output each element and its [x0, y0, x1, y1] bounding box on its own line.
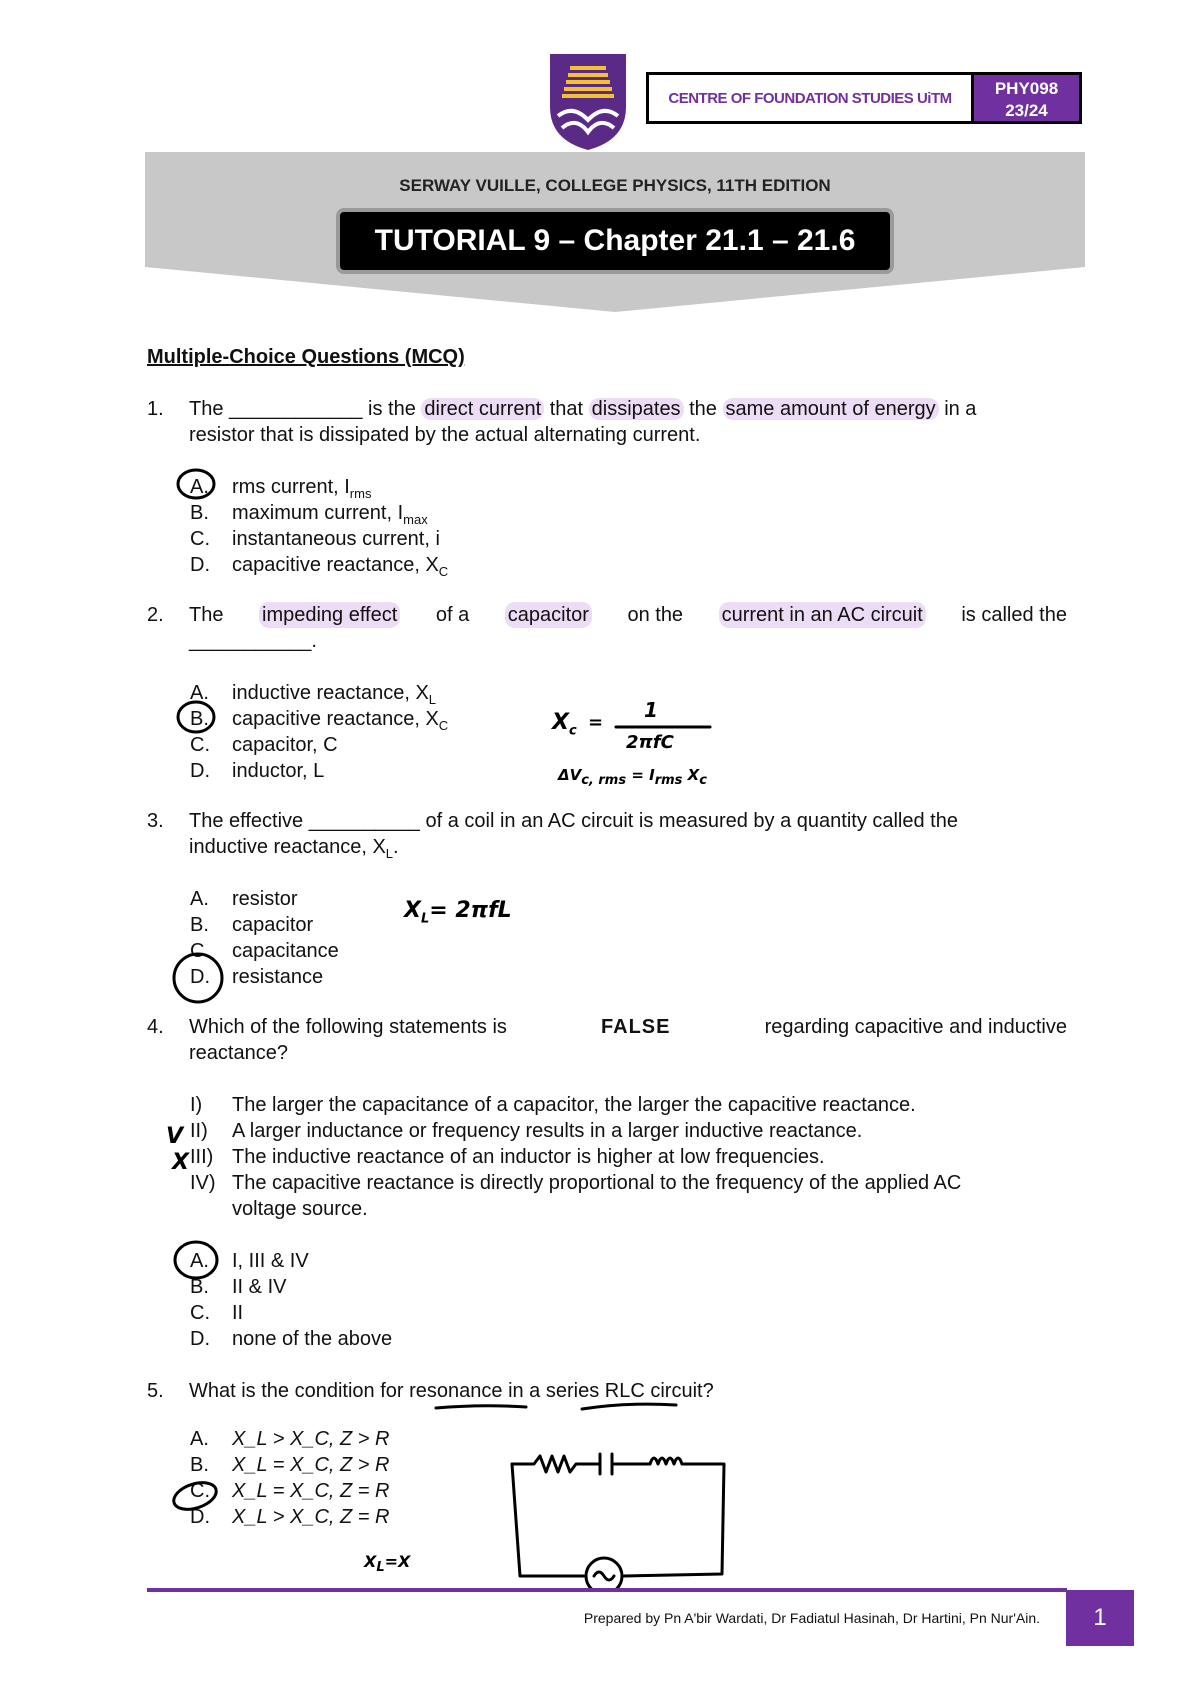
q4-line2: reactance?	[189, 1042, 288, 1064]
q1-line2: resistor that is dissipated by the actual alternating current.	[189, 424, 701, 446]
q2-text: The	[189, 604, 224, 626]
option-letter: A.	[190, 1250, 209, 1272]
option-text: inductor, L	[232, 760, 325, 782]
option-subscript: C	[438, 718, 449, 733]
answer-circle-q2	[174, 698, 218, 736]
option-letter: B.	[190, 708, 209, 730]
q4-statements	[190, 1092, 1070, 1222]
statement-text: The larger the capacitance of a capacitor, the larger the capacitive reactance.	[232, 1094, 916, 1116]
q3-line2	[189, 834, 399, 867]
option-letter: C.	[190, 1480, 210, 1502]
handwritten-resonance-note	[364, 1552, 410, 1575]
option-text: X_L = X_C, Z > R	[232, 1454, 390, 1476]
cross-mark: X	[172, 1150, 189, 1175]
statement-text: The capacitive reactance is directly proportional to the frequency of the applied AC	[232, 1172, 962, 1194]
hand-xl-eq-xc: =X	[384, 1552, 411, 1571]
option-letter: D.	[190, 554, 210, 576]
option-subscript: max	[403, 512, 428, 527]
q1-highlight-dissipates: dissipates	[589, 398, 684, 420]
option-text: none of the above	[232, 1328, 393, 1350]
option-letter: A.	[190, 476, 209, 498]
q2-line2: ___________.	[189, 630, 317, 652]
option-text: I, III & IV	[232, 1250, 309, 1272]
centre-name: CENTRE OF FOUNDATION STUDIES UiTM	[668, 89, 952, 107]
option-text: II & IV	[232, 1276, 287, 1298]
q1-number: 1.	[147, 398, 164, 420]
option-letter: A.	[190, 1428, 209, 1450]
q4-text: Which of the following statements is	[189, 1016, 507, 1038]
q3-line2-text: inductive reactance, X	[189, 836, 386, 858]
option-label: maximum current, I	[232, 502, 404, 524]
footer-rule	[147, 1588, 1067, 1592]
option-text	[232, 526, 440, 552]
q4-false-keyword: FALSE	[601, 1016, 671, 1038]
option-letter: D.	[190, 1506, 210, 1528]
q2-line1	[189, 602, 1067, 628]
page-number-box	[1066, 1590, 1134, 1646]
statement-text: A larger inductance or frequency results in a larger inductive reactance.	[232, 1120, 863, 1142]
hand-x: X	[687, 766, 700, 784]
option-label: rms current, I	[232, 476, 350, 498]
statement-roman: IV)	[190, 1172, 216, 1194]
option-letter: B.	[190, 1454, 209, 1476]
option-subscript: rms	[349, 486, 372, 501]
hand-xl: X	[364, 1552, 377, 1571]
option-text: X_L > X_C, Z > R	[232, 1428, 390, 1450]
hand-denominator: 2πfC	[626, 732, 674, 753]
option-subscript: C	[438, 564, 449, 579]
option-letter: B.	[190, 502, 209, 524]
q4-options	[190, 1248, 590, 1352]
option-letter: B.	[190, 1276, 209, 1298]
q2-highlight-current: current in an AC circuit	[719, 602, 926, 628]
hand-numerator: 1	[644, 698, 658, 722]
q3-options	[190, 886, 590, 990]
tutorial-title: TUTORIAL 9 – Chapter 21.1 – 21.6	[374, 224, 856, 257]
hand-delta-v-sub: c, rms	[581, 773, 627, 788]
option-label: capacitive reactance, X	[232, 708, 439, 730]
handwritten-xc-formula	[552, 698, 732, 796]
hand-irms-sub: rms	[654, 773, 683, 788]
option-letter: A.	[190, 682, 209, 704]
hand-xc: X	[552, 710, 569, 735]
q2-highlight-impeding-effect: impeding effect	[259, 602, 400, 628]
hand-xc-sub: c	[568, 723, 577, 739]
book-title: SERWAY VUILLE, COLLEGE PHYSICS, 11TH EDITION	[399, 176, 831, 195]
q1-text: in a	[944, 398, 977, 420]
fraction-bar	[614, 724, 714, 730]
hand-equals-i: = I	[631, 766, 655, 784]
check-mark: V	[166, 1124, 184, 1149]
hand-x-sub: c	[699, 773, 707, 788]
hand-xl-eq: = 2πfL	[429, 898, 512, 923]
option-letter: B.	[190, 914, 209, 936]
course-code: PHY098	[994, 79, 1059, 98]
q2-options	[190, 680, 590, 784]
option-letter: C.	[190, 1302, 210, 1324]
q1-text: The ____________ is the	[189, 398, 416, 420]
q2-highlight-capacitor: capacitor	[505, 602, 592, 628]
option-letter: D.	[190, 966, 210, 988]
option-letter: C.	[190, 940, 210, 962]
q5-line1: What is the condition for resonance in a series RLC circuit?	[189, 1380, 714, 1402]
q1-options	[190, 474, 590, 578]
q1-text: the	[689, 398, 717, 420]
option-text: X_L = X_C, Z = R	[232, 1480, 390, 1502]
q2-text: on the	[627, 604, 684, 626]
tutorial-title-box	[336, 208, 894, 274]
option-text: capacitance	[232, 940, 339, 962]
option-subscript: L	[428, 692, 437, 707]
q3-line2-sub: L	[385, 846, 394, 861]
q4-text: regarding capacitive and inductive	[764, 1016, 1067, 1038]
option-letter: D.	[190, 1328, 210, 1350]
q1-line1	[189, 396, 976, 422]
option-text: capacitor	[232, 914, 314, 936]
q3-line1: The effective __________ of a coil in an AC circuit is measured by a quantity called the	[189, 810, 958, 832]
q2-text: is called the	[961, 604, 1067, 626]
option-letter: C.	[190, 528, 210, 550]
option-label: instantaneous current, i	[232, 528, 440, 550]
option-text: X_L > X_C, Z = R	[232, 1506, 390, 1528]
page-number: 1	[1093, 1604, 1107, 1631]
q2-text: of a	[435, 604, 470, 626]
option-label: inductive reactance, X	[232, 682, 429, 704]
q3-line2-end: .	[393, 836, 399, 858]
answer-circle-q5	[168, 1478, 222, 1514]
statement-text: The inductive reactance of an inductor is higher at low frequencies.	[232, 1146, 825, 1168]
course-box	[974, 72, 1082, 124]
centre-box	[646, 72, 974, 124]
option-text: II	[232, 1302, 244, 1324]
q1-highlight-same-energy: same amount of energy	[723, 398, 939, 420]
option-letter: D.	[190, 760, 210, 782]
option-text	[232, 552, 448, 585]
statement-roman: II)	[190, 1120, 208, 1142]
statement-roman: I)	[190, 1094, 203, 1116]
q1-text: that	[549, 398, 584, 420]
q3-number: 3.	[147, 810, 164, 832]
answer-circle-q4	[170, 1238, 222, 1282]
answer-circle-q1	[174, 466, 218, 502]
option-label: capacitive reactance, X	[232, 554, 439, 576]
q4-number: 4.	[147, 1016, 164, 1038]
underline-resonance	[432, 1400, 532, 1414]
hand-equals: =	[588, 712, 604, 733]
option-letter: A.	[190, 888, 209, 910]
q1-highlight-direct-current: direct current	[421, 398, 544, 420]
handwritten-xl-formula	[404, 898, 512, 926]
prepared-by: Prepared by Pn A'bir Wardati, Dr Fadiatul Hasinah, Dr Hartini, Pn Nur'Ain.	[583, 1610, 1040, 1626]
option-text: resistor	[232, 888, 298, 910]
option-letter: C.	[190, 734, 210, 756]
statement-roman: III)	[190, 1146, 214, 1168]
q4-line1	[189, 1014, 1067, 1040]
section-title: Multiple-Choice Questions (MCQ)	[147, 346, 465, 368]
hand-xl-sub: L	[376, 1560, 385, 1576]
q2-number: 2.	[147, 604, 164, 626]
option-text: resistance	[232, 966, 324, 988]
hand-delta-v: ΔV	[558, 766, 582, 784]
option-text: capacitor, C	[232, 734, 338, 756]
rlc-circuit-sketch	[500, 1440, 740, 1590]
hand-xl-sub: L	[420, 911, 430, 927]
underline-series	[578, 1400, 682, 1414]
hand-xl: X	[404, 898, 421, 923]
statement-text: voltage source.	[232, 1198, 368, 1220]
q5-number: 5.	[147, 1380, 164, 1402]
answer-circle-q3	[170, 950, 226, 1006]
uitm-logo	[548, 52, 628, 152]
session: 23/24	[1005, 101, 1048, 120]
